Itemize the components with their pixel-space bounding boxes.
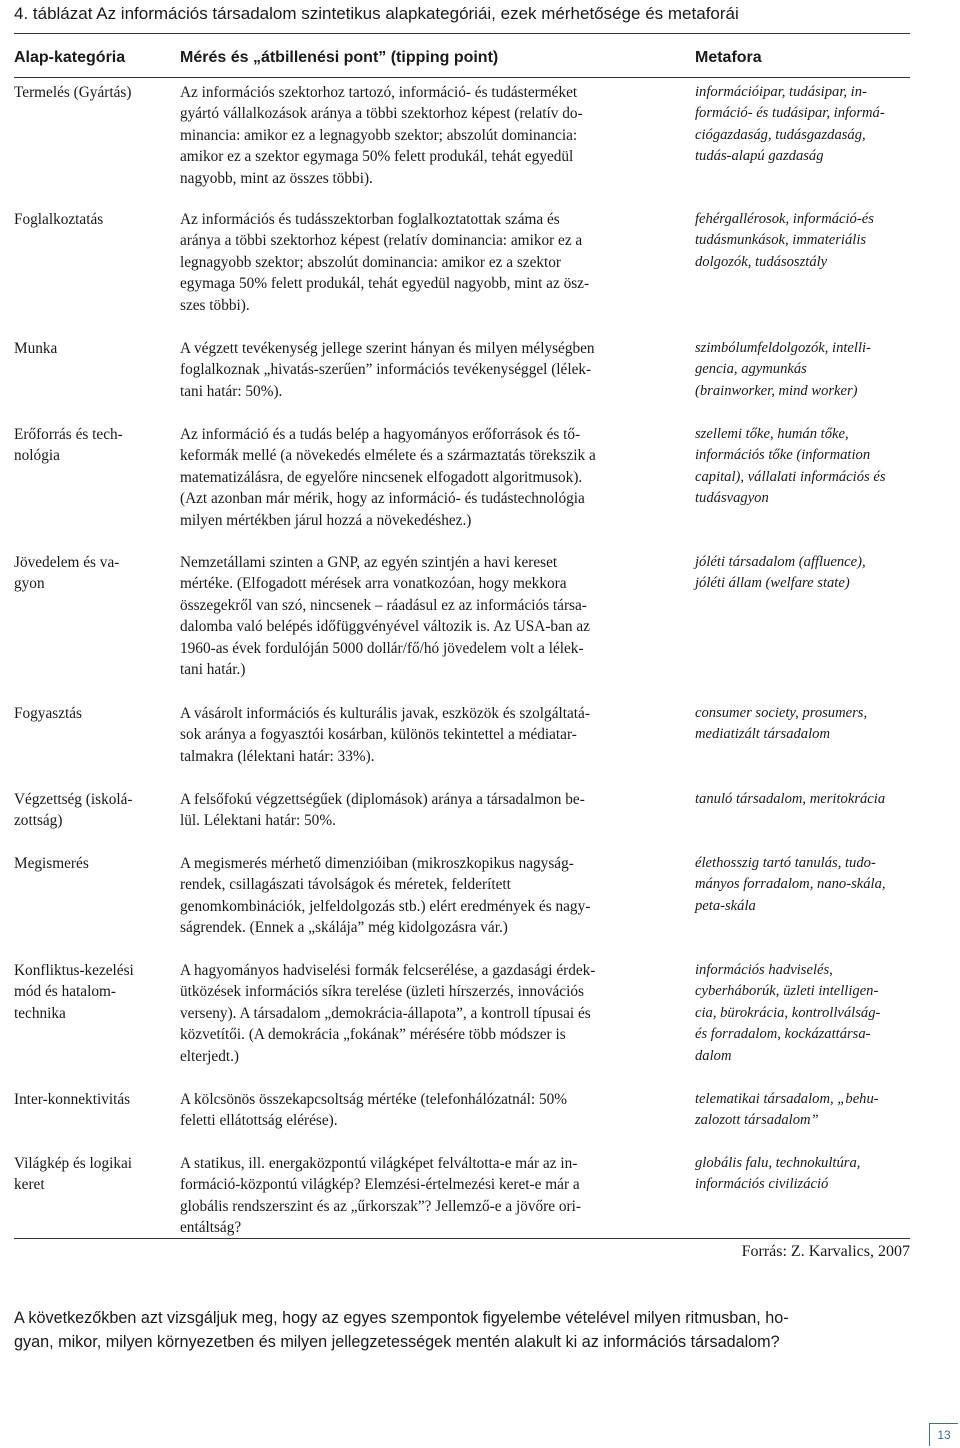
metaphor-line: zalozott társadalom” (695, 1112, 819, 1129)
metaphor-cell (695, 552, 910, 595)
metaphor-line: jóléti állam (welfare state) (695, 575, 850, 592)
measure-cell (180, 82, 676, 189)
category-cell (14, 853, 164, 874)
metaphor-cell (695, 424, 910, 510)
measure-line: sok aránya a fogyasztói kosárban, különös tekintettel a médiatar- (180, 726, 577, 744)
measure-cell (180, 552, 676, 680)
category-cell (14, 82, 164, 103)
metaphor-cell (695, 209, 910, 273)
category-cell (14, 338, 164, 359)
measure-cell (180, 789, 676, 832)
measure-line: foglalkoznak „hivatás-szerűen” információs tevékenységgel (lélek- (180, 361, 592, 379)
metaphor-line: consumer society, prosumers, (695, 705, 868, 721)
category-line: Világkép és logikai (14, 1155, 133, 1172)
source-note: Forrás: Z. Karvalics, 2007 (741, 1243, 910, 1260)
page-number: 13 (929, 1423, 958, 1446)
measure-line: globális rendszerszint és az „űrkorszak”? Jellemző-e a jövőre ori- (180, 1197, 581, 1215)
measure-line: összegekről van szó, nincsenek – ráadásul ez az információs társa- (180, 596, 587, 614)
measure-line: A hagyományos hadviselési formák felcserélése, a gazdasági érdek- (180, 962, 596, 979)
metaphor-line: capital), vállalati információs és (695, 468, 886, 485)
measure-line: nagyobb, mint az összes többi). (180, 169, 373, 187)
measure-line: rendek, csillagászati távolságok és méretek, felderített (180, 876, 511, 894)
category-line: Munka (14, 340, 58, 357)
metaphor-line: mediatizált társadalom (695, 726, 830, 743)
metaphor-line: információipar, tudásipar, in- (695, 84, 867, 100)
metaphor-line: tudásvagyon (695, 490, 769, 507)
category-cell (14, 703, 164, 724)
metaphor-line: tanuló társadalom, meritokrácia (695, 791, 886, 807)
metaphor-line: élethosszig tartó tanulás, tudo- (695, 855, 876, 871)
category-cell (14, 789, 164, 832)
metaphor-line: peta-skála (695, 897, 756, 914)
category-line: nológia (14, 447, 60, 465)
measure-line: egymaga 50% felett produkál, tehát egyedül nagyobb, mint az ösz- (180, 275, 590, 293)
category-line: Termelés (Gyártás) (14, 84, 132, 101)
header-metaphor: Metafora (695, 49, 762, 66)
metaphor-line: cia, bürokrácia, kontrollválság- (695, 1004, 881, 1021)
paragraph-line: A következőkben azt vizsgáljuk meg, hogy az egyes szempontok figyelembe vételével milyen ritmusban, ho- (14, 1309, 789, 1327)
measure-cell (180, 1089, 676, 1132)
category-cell (14, 960, 164, 1024)
category-line: Jövedelem és va- (14, 554, 120, 571)
category-line: Fogyasztás (14, 705, 82, 722)
table-bottom-rule (14, 1238, 910, 1239)
measure-line: közvetítői. (A demokrácia „fokának” mérésére több módszer is (180, 1026, 566, 1044)
measure-cell (180, 1153, 676, 1239)
header-measure: Mérés és „átbillenési pont” (tipping point) (180, 49, 499, 66)
metaphor-line: szellemi tőke, humán tőke, (695, 426, 849, 442)
measure-cell (180, 338, 676, 402)
category-line: zottság) (14, 812, 63, 830)
measure-line: amikor ez a szektor egymaga 50% felett produkál, tehát egyedül (180, 148, 574, 166)
measure-line: feletti ellátottság elérése). (180, 1112, 338, 1130)
category-line: technika (14, 1004, 66, 1022)
measure-line: Nemzetállami szinten a GNP, az egyén szintjén a havi kereset (180, 554, 558, 571)
measure-line: gyártó vállalkozások aránya a többi szektorhoz képest (relatív do- (180, 105, 583, 123)
category-cell (14, 209, 164, 230)
category-cell (14, 552, 164, 595)
measure-line: A vásárolt információs és kulturális javak, eszközök és szolgáltatá- (180, 705, 590, 722)
measure-cell (180, 703, 676, 767)
category-line: Végzettség (iskolá- (14, 791, 133, 808)
measure-line: dalomba való belépés időfüggvényével változik is. Az USA-ban az (180, 618, 590, 636)
measure-line: milyen mértékben járul hozzá a növekedéshez.) (180, 511, 472, 529)
measure-line: aránya a többi szektorhoz képest (relatív dominancia: amikor ez a (180, 232, 583, 250)
metaphor-line: információs tőke (information (695, 447, 871, 464)
table-caption: 4. táblázat Az információs társadalom szintetikus alapkategóriái, ezek mérhetősége és metaforái (14, 4, 739, 23)
metaphor-line: telematikai társadalom, „behu- (695, 1091, 879, 1107)
table-top-rule (14, 33, 910, 34)
measure-line: 1960-as évek fordulóján 5000 dollár/fő/hó jövedelem volt a lélek- (180, 639, 584, 657)
header-category: Alap-kategória (14, 49, 126, 66)
metaphor-line: ciógazdaság, tudásgazdaság, (695, 126, 866, 143)
measure-line: A statikus, ill. energaközpontú világképet felváltotta-e már az in- (180, 1155, 578, 1172)
paragraph-line: gyan, mikor, milyen környezetben és milyen jellegzetességek mentén alakult ki az információs társadalom? (14, 1333, 780, 1351)
metaphor-cell (695, 338, 910, 402)
category-line: keret (14, 1176, 45, 1194)
measure-line: genomkombinációk, jelfeldolgozás stb.) elért eredmények és nagy- (180, 897, 591, 915)
metaphor-line: formáció- és tudásipar, informá- (695, 105, 885, 122)
measure-line: talmakra (lélektani határ: 33%). (180, 747, 375, 765)
category-line: Inter-konnektivitás (14, 1091, 131, 1108)
body-paragraph (14, 1306, 914, 1354)
metaphor-line: globális falu, technokultúra, (695, 1155, 861, 1171)
measure-line: Az információs és tudásszektorban foglalkoztatottak száma és (180, 211, 560, 228)
measure-cell (180, 960, 676, 1067)
metaphor-cell (695, 853, 910, 917)
measure-cell (180, 209, 676, 316)
metaphor-line: és forradalom, kockázattársa- (695, 1026, 871, 1043)
measure-line: A kölcsönös összekapcsoltság mértéke (telefonhálózatnál: 50% (180, 1091, 567, 1108)
category-cell (14, 1089, 164, 1110)
metaphor-line: gencia, agymunkás (695, 361, 807, 378)
metaphor-cell (695, 1089, 910, 1132)
measure-line: (Azt azonban már mérik, hogy az információ- és tudástechnológia (180, 490, 585, 508)
measure-line: legnagyobb szektor; abszolút dominancia: amikor ez a szektor (180, 253, 562, 271)
category-line: mód és hatalom- (14, 983, 116, 1001)
metaphor-line: dalom (695, 1047, 732, 1064)
category-cell (14, 1153, 164, 1196)
metaphor-cell (695, 960, 910, 1067)
category-line: Foglalkoztatás (14, 211, 104, 228)
metaphor-line: jóléti társadalom (affluence), (695, 554, 866, 570)
measure-line: ságrendek. (Ennek a „skálája” még kidolgozásra vár.) (180, 919, 508, 937)
category-line: Megismerés (14, 855, 89, 872)
metaphor-line: mányos forradalom, nano-skála, (695, 876, 886, 893)
measure-line: mértéke. (Elfogadott mérések arra vonatkozóan, hogy mekkora (180, 575, 567, 593)
measure-line: formáció-központú világkép? Elemzési-értelmezési keret-e már a (180, 1176, 580, 1194)
measure-line: keformák mellé (a növekedés elmélete és a származtatás törekszik a (180, 447, 596, 465)
category-line: Erőforrás és tech- (14, 426, 123, 443)
metaphor-line: dolgozók, tudásosztály (695, 253, 828, 270)
measure-line: entáltság? (180, 1219, 242, 1237)
measure-line: szes többi). (180, 296, 250, 314)
measure-line: lül. Lélektani határ: 50%. (180, 812, 336, 830)
measure-line: tani határ: 50%). (180, 382, 283, 400)
measure-line: Az információ és a tudás belép a hagyományos erőforrások és tő- (180, 426, 581, 443)
metaphor-line: információs hadviselés, (695, 962, 833, 978)
metaphor-line: információs civilizáció (695, 1176, 829, 1193)
metaphor-line: fehérgallérosok, információ-és (695, 211, 874, 227)
metaphor-cell (695, 1153, 910, 1196)
measure-line: A felsőfokú végzettségűek (diplomások) aránya a társadalmon be- (180, 791, 585, 808)
measure-line: matematizálásra, de egyelőre nincsenek elfogadott algoritmusok). (180, 468, 583, 486)
measure-line: minancia: amikor ez a legnagyobb szektor; abszolút dominancia: (180, 126, 578, 144)
measure-line: Az információs szektorhoz tartozó, információ- és tudásterméket (180, 84, 578, 101)
measure-line: ütközések információs síkra terelése (üzleti hírszerzés, innovációs (180, 983, 584, 1001)
measure-line: A megismerés mérhető dimenzióiban (mikroszkopikus nagyság- (180, 855, 574, 872)
metaphor-cell (695, 703, 910, 746)
category-line: Konfliktus-kezelési (14, 962, 134, 979)
metaphor-line: tudásmunkások, immateriális (695, 232, 867, 249)
measure-line: tani határ.) (180, 661, 246, 679)
metaphor-line: szimbólumfeldolgozók, intelli- (695, 340, 871, 356)
metaphor-line: tudás-alapú gazdaság (695, 148, 824, 165)
measure-line: verseny). A társadalom „demokrácia-állapota”, a kontroll típusai és (180, 1004, 591, 1022)
metaphor-cell (695, 789, 910, 810)
measure-line: A végzett tevékenység jellege szerint hányan és milyen mélységben (180, 340, 595, 357)
category-line: gyon (14, 575, 45, 593)
metaphor-cell (695, 82, 910, 168)
measure-cell (180, 424, 676, 531)
category-cell (14, 424, 164, 467)
metaphor-line: (brainworker, mind worker) (695, 382, 858, 399)
measure-cell (180, 853, 676, 939)
metaphor-line: cyberháborúk, üzleti intelligen- (695, 983, 879, 1000)
header-rule (14, 77, 910, 78)
measure-line: elterjedt.) (180, 1047, 240, 1065)
